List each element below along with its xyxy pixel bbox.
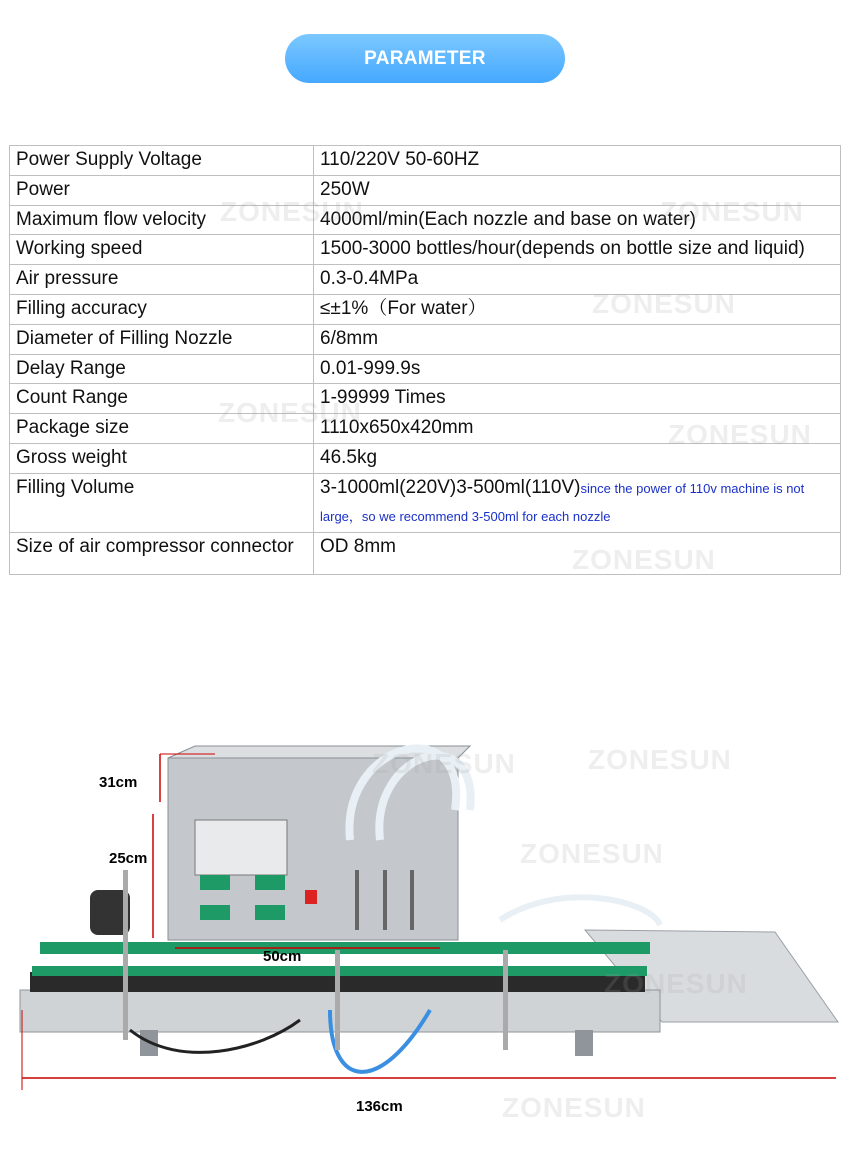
watermark: ZONESUN bbox=[220, 196, 364, 227]
watermark: ZONESUN bbox=[520, 838, 664, 869]
table-row bbox=[10, 384, 841, 414]
param-label: Power bbox=[10, 175, 314, 205]
param-label: Working speed bbox=[10, 235, 314, 265]
param-label: Filling accuracy bbox=[10, 294, 314, 324]
watermark: ZONESUN bbox=[660, 196, 804, 227]
table-row bbox=[10, 175, 841, 205]
dimension-label-width-box: 50cm bbox=[263, 948, 302, 965]
table-row bbox=[10, 532, 841, 574]
watermark: ZONESUN bbox=[502, 1092, 646, 1123]
table-row bbox=[10, 443, 841, 473]
param-value: 6/8mm bbox=[314, 324, 841, 354]
param-value: 1110x650x420mm bbox=[314, 414, 841, 444]
table-row bbox=[10, 205, 841, 235]
watermark: ZONESUN bbox=[592, 288, 736, 319]
parameter-header: PARAMETER bbox=[285, 34, 565, 83]
param-label: Air pressure bbox=[10, 265, 314, 295]
param-label: Gross weight bbox=[10, 443, 314, 473]
table-row bbox=[10, 265, 841, 295]
param-label: Filling Volume bbox=[10, 473, 314, 532]
param-value: ≤±1%（For water） bbox=[314, 294, 841, 324]
param-label: Package size bbox=[10, 414, 314, 444]
param-value: 1500-3000 bottles/hour(depends on bottle size and liquid) bbox=[314, 235, 841, 265]
param-note: since the power of 110v machine is not large，so we recommend 3-500ml for each nozzle bbox=[320, 480, 805, 524]
param-label: Size of air compressor connector bbox=[10, 532, 314, 574]
watermark: ZONESUN bbox=[218, 397, 362, 428]
param-label: Power Supply Voltage bbox=[10, 146, 314, 176]
param-value: 46.5kg bbox=[314, 443, 841, 473]
table-row bbox=[10, 294, 841, 324]
param-label: Diameter of Filling Nozzle bbox=[10, 324, 314, 354]
table-row bbox=[10, 235, 841, 265]
param-value: 1-99999 Times bbox=[314, 384, 841, 414]
table-row bbox=[10, 354, 841, 384]
watermark: ZONESUN bbox=[588, 744, 732, 775]
table-row bbox=[10, 473, 841, 532]
param-value: 3-1000ml(220V)3-500ml(110V)since the power of 110v machine is not large，so we recommend 3-500ml for each nozzle bbox=[314, 473, 841, 532]
param-value: 0.3-0.4MPa bbox=[314, 265, 841, 295]
param-value: 250W bbox=[314, 175, 841, 205]
table-row bbox=[10, 146, 841, 176]
watermark: ZONESUN bbox=[572, 544, 716, 575]
param-label: Delay Range bbox=[10, 354, 314, 384]
dimension-label-length: 136cm bbox=[356, 1098, 403, 1115]
dimension-label-height-box: 25cm bbox=[109, 850, 148, 867]
watermark: ZONESUN bbox=[668, 419, 812, 450]
dimension-label-height-top: 31cm bbox=[99, 774, 138, 791]
table-row bbox=[10, 414, 841, 444]
param-value: OD 8mm bbox=[314, 532, 841, 574]
param-value: 4000ml/min(Each nozzle and base on water) bbox=[314, 205, 841, 235]
table-row bbox=[10, 324, 841, 354]
param-label: Maximum flow velocity bbox=[10, 205, 314, 235]
param-value: 110/220V 50-60HZ bbox=[314, 146, 841, 176]
param-value: 0.01-999.9s bbox=[314, 354, 841, 384]
param-label: Count Range bbox=[10, 384, 314, 414]
parameter-table bbox=[9, 145, 841, 575]
